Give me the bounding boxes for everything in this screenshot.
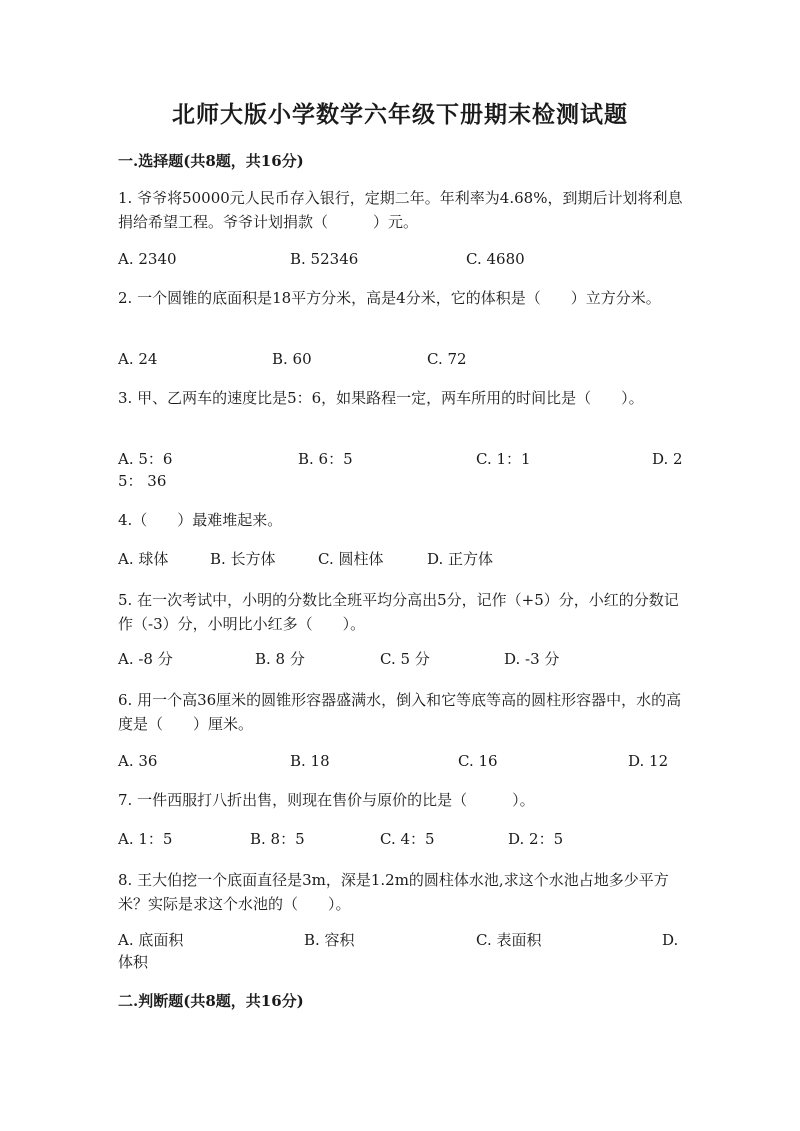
option-8c: C. 表面积 [476,931,542,949]
option-5b: B. 8 分 [255,650,305,668]
question-2: 2. 一个圆锥的底面积是18平方分米，高是4分米，它的体积是（ ）立方分米。 [118,289,661,307]
question-6: 6. 用一个高36厘米的圆锥形容器盛满水，倒入和它等底等高的圆柱形容器中，水的高度是（ ）厘米。 [118,691,682,733]
option-3d: D. 2 [652,450,683,468]
question-5: 5. 在一次考试中，小明的分数比全班平均分高出5分，记作（+5）分，小红的分数记作（-3）分，小明比小红多（ ）。 [118,591,679,633]
option-2c: C. 72 [427,350,467,368]
question-8: 8. 王大伯挖一个底面直径是3m，深是1.2m的圆柱体水池,求这个水池占地多少平方米？实际是求这个水池的（ ）。 [118,871,669,913]
option-5d: D. -3 分 [504,650,560,668]
option-7c: C. 4：5 [380,830,435,848]
section-heading-judgement: 二.判断题(共8题，共16分) [118,992,304,1010]
option-8b: B. 容积 [304,931,355,949]
question-1: 1. 爷爷将50000元人民币存入银行，定期二年。年利率为4.68%，到期后计划将利息捐给希望工程。爷爷计划捐款（ ）元。 [118,189,683,231]
option-6c: C. 16 [458,752,498,770]
option-3d-continued: 5： 36 [118,472,167,490]
option-8a: A. 底面积 [118,931,184,949]
page-title: 北师大版小学数学六年级下册期末检测试题 [172,101,628,128]
option-2b: B. 60 [272,350,312,368]
option-6b: B. 18 [290,752,330,770]
option-1b: B. 52346 [290,250,359,268]
option-5a: A. -8 分 [118,650,173,668]
option-5c: C. 5 分 [380,650,430,668]
question-3: 3. 甲、乙两车的速度比是5：6，如果路程一定，两车所用的时间比是（ ）。 [118,389,644,407]
question-7: 7. 一件西服打八折出售，则现在售价与原价的比是（ ）。 [118,791,535,809]
option-7a: A. 1：5 [118,830,173,848]
option-4c: C. 圆柱体 [318,550,384,568]
option-4d: D. 正方体 [427,550,494,568]
option-6a: A. 36 [118,752,158,770]
option-2a: A. 24 [118,350,158,368]
option-3a: A. 5：6 [118,450,173,468]
question-4: 4.（ ）最难堆起来。 [118,511,283,529]
section-heading-choice: 一.选择题(共8题，共16分) [118,152,304,170]
option-7d: D. 2：5 [508,830,564,848]
option-3b: B. 6：5 [298,450,353,468]
option-6d: D. 12 [628,752,669,770]
option-1a: A. 2340 [118,250,177,268]
option-8d-continued: 体积 [118,953,149,971]
option-4b: B. 长方体 [210,550,276,568]
option-1c: C. 4680 [466,250,525,268]
option-7b: B. 8：5 [250,830,305,848]
option-3c: C. 1：1 [476,450,531,468]
option-4a: A. 球体 [118,550,169,568]
option-8d: D. [662,931,679,949]
